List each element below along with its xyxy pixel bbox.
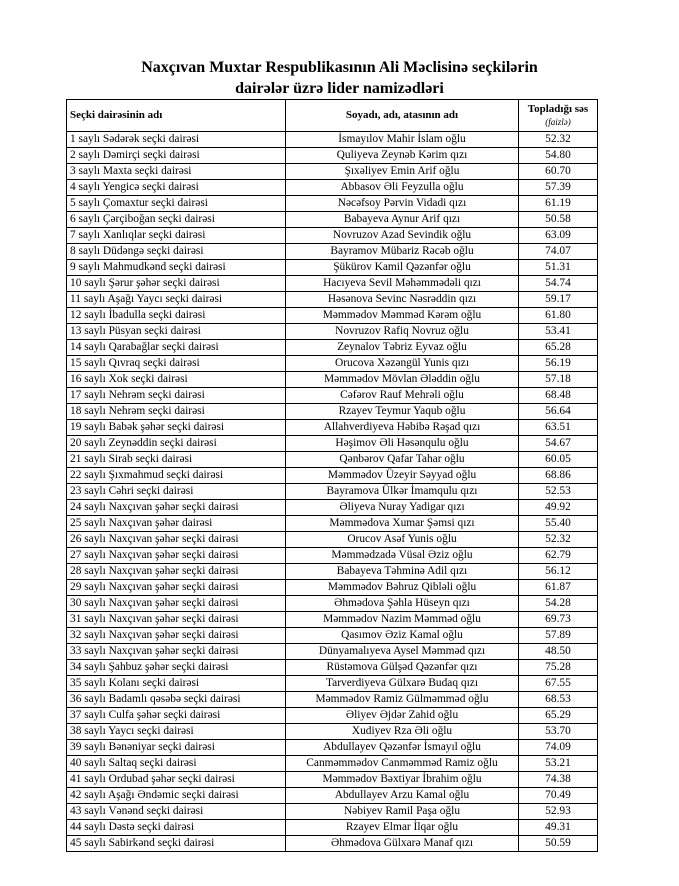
vote-percent-cell: 63.51 [519,420,598,436]
district-cell: 20 saylı Zeynəddin seçki dairəsi [67,436,286,452]
vote-percent-cell: 52.93 [519,804,598,820]
district-cell: 43 saylı Vənənd seçki dairəsi [67,804,286,820]
table-row [67,340,598,356]
district-cell: 12 saylı İbadulla seçki dairəsi [67,308,286,324]
district-cell: 42 saylı Aşağı Əndəmic seçki dairəsi [67,788,286,804]
candidate-name-cell: İsmayılov Mahir İslam oğlu [286,132,519,148]
candidate-name-cell: Rzayev Elmar İlqar oğlu [286,820,519,836]
header-district: Seçki dairəsinin adı [67,100,286,132]
district-cell: 30 saylı Naxçıvan şəhər seçki dairəsi [67,596,286,612]
table-row [67,660,598,676]
vote-percent-cell: 65.29 [519,708,598,724]
vote-percent-cell: 68.86 [519,468,598,484]
table-row [67,788,598,804]
vote-percent-cell: 59.17 [519,292,598,308]
district-cell: 37 saylı Culfa şəhər seçki dairəsi [67,708,286,724]
header-name: Soyadı, adı, atasının adı [286,100,519,132]
district-cell: 13 saylı Püsyan seçki dairəsi [67,324,286,340]
table-row [67,532,598,548]
vote-percent-cell: 50.59 [519,836,598,852]
table-row [67,724,598,740]
district-cell: 4 saylı Yengicə seçki dairəsi [67,180,286,196]
table-body [67,132,598,852]
candidate-name-cell: Orucova Xəzəngül Yunis qızı [286,356,519,372]
table-row [67,596,598,612]
district-cell: 22 saylı Şıxmahmud seçki dairəsi [67,468,286,484]
vote-percent-cell: 74.07 [519,244,598,260]
district-cell: 1 saylı Sədərək seçki dairəsi [67,132,286,148]
vote-percent-cell: 57.89 [519,628,598,644]
candidate-name-cell: Məmmədov Məmməd Kərəm oğlu [286,308,519,324]
table-row [67,388,598,404]
candidate-name-cell: Məmmədov Mövlan Ələddin oğlu [286,372,519,388]
candidate-name-cell: Rzayev Teymur Yaqub oğlu [286,404,519,420]
header-votes-label: Topladığı səs [527,102,589,115]
candidate-name-cell: Nəcəfsoy Pərvin Vidadi qızı [286,196,519,212]
table-row [67,516,598,532]
candidate-name-cell: Əliyev Əjdər Zahid oğlu [286,708,519,724]
table-row [67,308,598,324]
district-cell: 24 saylı Naxçıvan şəhər seçki dairəsi [67,500,286,516]
table-row [67,740,598,756]
district-cell: 31 saylı Naxçıvan şəhər seçki dairəsi [67,612,286,628]
vote-percent-cell: 53.41 [519,324,598,340]
candidate-name-cell: Hacıyeva Sevil Məhəmmədəli qızı [286,276,519,292]
candidate-name-cell: Əhmədova Şəhla Hüseyn qızı [286,596,519,612]
vote-percent-cell: 56.64 [519,404,598,420]
vote-percent-cell: 60.70 [519,164,598,180]
vote-percent-cell: 54.80 [519,148,598,164]
table-row [67,804,598,820]
candidate-name-cell: Abdullayev Qəzənfər İsmayıl oğlu [286,740,519,756]
vote-percent-cell: 49.92 [519,500,598,516]
vote-percent-cell: 74.09 [519,740,598,756]
vote-percent-cell: 70.49 [519,788,598,804]
candidate-name-cell: Məmmədzadə Vüsal Əziz oğlu [286,548,519,564]
candidate-name-cell: Tarverdiyeva Gülxarə Budaq qızı [286,676,519,692]
table-row [67,292,598,308]
table-row [67,420,598,436]
district-cell: 44 saylı Dəstə seçki dairəsi [67,820,286,836]
candidate-name-cell: Xudiyev Rza Əli oğlu [286,724,519,740]
district-cell: 16 saylı Xok seçki dairəsi [67,372,286,388]
table-row [67,372,598,388]
vote-percent-cell: 61.80 [519,308,598,324]
vote-percent-cell: 57.39 [519,180,598,196]
district-cell: 10 saylı Şərur şəhər seçki dairəsi [67,276,286,292]
candidate-name-cell: Şıxəliyev Emin Arif oğlu [286,164,519,180]
vote-percent-cell: 54.74 [519,276,598,292]
candidate-name-cell: Rüstəmova Gülşəd Qəzənfər qızı [286,660,519,676]
candidate-name-cell: Məmmədov Ramiz Gülməmməd oğlu [286,692,519,708]
candidate-name-cell: Bayramova Ülkər İmamqulu qızı [286,484,519,500]
vote-percent-cell: 55.40 [519,516,598,532]
district-cell: 23 saylı Cəhri seçki dairəsi [67,484,286,500]
vote-percent-cell: 75.28 [519,660,598,676]
table-row [67,500,598,516]
table-row [67,148,598,164]
header-votes [519,100,598,132]
district-cell: 17 saylı Nehrəm seçki dairəsi [67,388,286,404]
district-cell: 18 saylı Nehrəm seçki dairəsi [67,404,286,420]
table-row [67,212,598,228]
candidate-name-cell: Məmmədov Nazim Məmməd oğlu [286,612,519,628]
table-row [67,612,598,628]
candidate-name-cell: Əhmədova Gülxarə Manaf qızı [286,836,519,852]
district-cell: 33 saylı Naxçıvan şəhər seçki dairəsi [67,644,286,660]
document-title-line-2: dairələr üzrə lider namizədləri [235,80,444,97]
table-row [67,356,598,372]
table-row [67,180,598,196]
vote-percent-cell: 63.09 [519,228,598,244]
vote-percent-cell: 54.67 [519,436,598,452]
table-header-row [67,100,598,132]
vote-percent-cell: 61.19 [519,196,598,212]
district-cell: 32 saylı Naxçıvan şəhər seçki dairəsi [67,628,286,644]
table-row [67,276,598,292]
district-cell: 45 saylı Sabirkənd seçki dairəsi [67,836,286,852]
district-cell: 26 saylı Naxçıvan şəhər seçki dairəsi [67,532,286,548]
vote-percent-cell: 53.70 [519,724,598,740]
vote-percent-cell: 65.28 [519,340,598,356]
candidates-table [66,99,598,852]
district-cell: 35 saylı Kolanı seçki dairəsi [67,676,286,692]
district-cell: 11 saylı Aşağı Yaycı seçki dairəsi [67,292,286,308]
candidate-name-cell: Məmmədova Xumar Şəmsi qızı [286,516,519,532]
candidate-name-cell: Şükürov Kamil Qəzənfər oğlu [286,260,519,276]
district-cell: 38 saylı Yaycı seçki dairəsi [67,724,286,740]
table-row [67,404,598,420]
district-cell: 9 saylı Mahmudkənd seçki dairəsi [67,260,286,276]
vote-percent-cell: 61.87 [519,580,598,596]
candidate-name-cell: Allahverdiyeva Həbibə Rəşad qızı [286,420,519,436]
vote-percent-cell: 48.50 [519,644,598,660]
candidate-name-cell: Quliyeva Zeynəb Kərim qızı [286,148,519,164]
table-row [67,436,598,452]
table-row [67,484,598,500]
vote-percent-cell: 54.28 [519,596,598,612]
candidate-name-cell: Canməmmədov Canməmməd Ramiz oğlu [286,756,519,772]
candidate-name-cell: Məmmədov Üzeyir Səyyad oğlu [286,468,519,484]
candidate-name-cell: Qasımov Əziz Kamal oğlu [286,628,519,644]
header-votes-unit: (faizlə) [545,116,571,127]
vote-percent-cell: 52.32 [519,132,598,148]
table-row [67,772,598,788]
table-row [67,564,598,580]
table-row [67,676,598,692]
district-cell: 36 saylı Badamlı qəsəbə seçki dairəsi [67,692,286,708]
table-row [67,244,598,260]
table-row [67,580,598,596]
candidate-name-cell: Babayeva Təhminə Adil qızı [286,564,519,580]
table-row [67,196,598,212]
district-cell: 40 saylı Saltaq seçki dairəsi [67,756,286,772]
vote-percent-cell: 56.19 [519,356,598,372]
district-cell: 41 saylı Ordubad şəhər seçki dairəsi [67,772,286,788]
district-cell: 25 saylı Naxçıvan şəhər dairəsi [67,516,286,532]
district-cell: 3 saylı Maxta seçki dairəsi [67,164,286,180]
table-row [67,692,598,708]
table-row [67,756,598,772]
district-cell: 34 saylı Şahbuz şəhər seçki dairəsi [67,660,286,676]
table-row [67,628,598,644]
candidate-name-cell: Qənbərov Qafar Tahar oğlu [286,452,519,468]
table-row [67,820,598,836]
vote-percent-cell: 74.38 [519,772,598,788]
vote-percent-cell: 60.05 [519,452,598,468]
table-row [67,260,598,276]
document-title-line-1: Naxçıvan Muxtar Respublikasının Ali Məclisinə seçkilərin [141,59,538,76]
district-cell: 39 saylı Bənəniyar seçki dairəsi [67,740,286,756]
candidate-name-cell: Məmmədov Bəxtiyar İbrahim oğlu [286,772,519,788]
district-cell: 5 saylı Çomaxtur seçki dairəsi [67,196,286,212]
district-cell: 28 saylı Naxçıvan şəhər seçki dairəsi [67,564,286,580]
vote-percent-cell: 69.73 [519,612,598,628]
candidate-name-cell: Abbasov Əli Feyzulla oğlu [286,180,519,196]
vote-percent-cell: 57.18 [519,372,598,388]
district-cell: 19 saylı Babək şəhər seçki dairəsi [67,420,286,436]
vote-percent-cell: 50.58 [519,212,598,228]
table-row [67,228,598,244]
district-cell: 29 saylı Naxçıvan şəhər seçki dairəsi [67,580,286,596]
table-row [67,548,598,564]
table-row [67,164,598,180]
table-row [67,452,598,468]
candidate-name-cell: Məmmədov Bəhruz Qibləli oğlu [286,580,519,596]
vote-percent-cell: 62.79 [519,548,598,564]
candidate-name-cell: Novruzov Azad Sevindik oğlu [286,228,519,244]
vote-percent-cell: 51.31 [519,260,598,276]
vote-percent-cell: 68.53 [519,692,598,708]
candidate-name-cell: Bayramov Mübariz Rəcəb oğlu [286,244,519,260]
table-row [67,324,598,340]
vote-percent-cell: 53.21 [519,756,598,772]
candidate-name-cell: Həsənova Sevinc Nəsrəddin qızı [286,292,519,308]
district-cell: 27 saylı Naxçıvan şəhər seçki dairəsi [67,548,286,564]
vote-percent-cell: 56.12 [519,564,598,580]
candidate-name-cell: Zeynalov Təbriz Eyvaz oğlu [286,340,519,356]
candidate-name-cell: Orucov Asəf Yunis oğlu [286,532,519,548]
candidate-name-cell: Cəfərov Rauf Mehrəli oğlu [286,388,519,404]
candidate-name-cell: Əliyeva Nuray Yadigar qızı [286,500,519,516]
candidate-name-cell: Novruzov Rafiq Novruz oğlu [286,324,519,340]
candidate-name-cell: Abdullayev Arzu Kamal oğlu [286,788,519,804]
vote-percent-cell: 52.32 [519,532,598,548]
candidate-name-cell: Həşimov Əli Həsənqulu oğlu [286,436,519,452]
vote-percent-cell: 52.53 [519,484,598,500]
district-cell: 21 saylı Sirab seçki dairəsi [67,452,286,468]
table-row [67,132,598,148]
vote-percent-cell: 67.55 [519,676,598,692]
table-row [67,468,598,484]
district-cell: 14 saylı Qarabağlar seçki dairəsi [67,340,286,356]
table-row [67,644,598,660]
table-row [67,836,598,852]
district-cell: 7 saylı Xanlıqlar seçki dairəsi [67,228,286,244]
candidate-name-cell: Dünyamalıyeva Aysel Məmməd qızı [286,644,519,660]
district-cell: 2 saylı Dəmirçi seçki dairəsi [67,148,286,164]
candidate-name-cell: Babayeva Aynur Arif qızı [286,212,519,228]
district-cell: 15 saylı Qıvraq seçki dairəsi [67,356,286,372]
vote-percent-cell: 68.48 [519,388,598,404]
district-cell: 6 saylı Çərçiboğan seçki dairəsi [67,212,286,228]
table-row [67,708,598,724]
vote-percent-cell: 49.31 [519,820,598,836]
candidate-name-cell: Nəbiyev Ramil Paşa oğlu [286,804,519,820]
district-cell: 8 saylı Düdəngə seçki dairəsi [67,244,286,260]
